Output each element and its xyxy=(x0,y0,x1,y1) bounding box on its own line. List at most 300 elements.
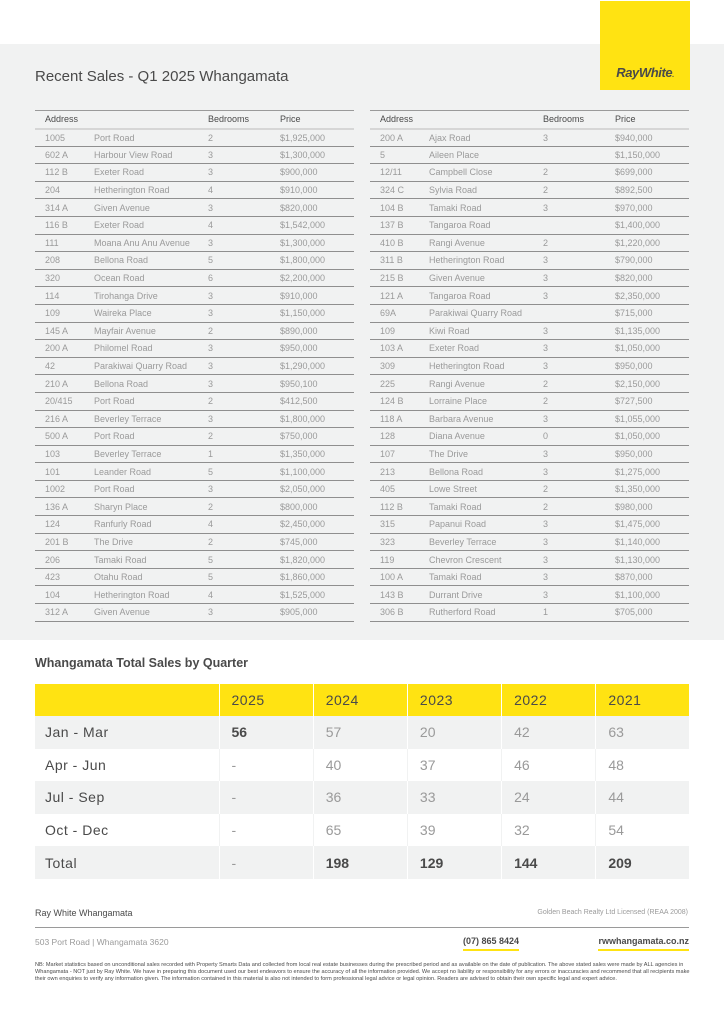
office-address: 503 Port Road | Whangamata 3620 xyxy=(35,937,169,947)
bedrooms-value xyxy=(543,146,615,164)
address-number: 103 A xyxy=(370,340,429,358)
table-row xyxy=(370,216,689,234)
price-value: $1,475,000 xyxy=(615,516,689,534)
recent-sales-table-left xyxy=(35,110,354,622)
price-value: $2,450,000 xyxy=(280,516,354,534)
address-number: 100 A xyxy=(370,568,429,586)
price-value: $705,000 xyxy=(615,604,689,622)
street-name: Port Road xyxy=(94,129,208,147)
price-value: $1,820,000 xyxy=(280,551,354,569)
table-row xyxy=(370,463,689,481)
price-value: $1,135,000 xyxy=(615,322,689,340)
address-number: 315 xyxy=(370,516,429,534)
bedrooms-value: 4 xyxy=(208,181,280,199)
column-header-bedrooms: Bedrooms xyxy=(543,111,615,129)
bedrooms-value: 3 xyxy=(208,604,280,622)
address-number: 136 A xyxy=(35,498,94,516)
year-header: 2021 xyxy=(596,684,689,716)
quarter-value: 65 xyxy=(313,814,407,847)
address-number: 103 xyxy=(35,445,94,463)
price-value: $2,350,000 xyxy=(615,287,689,305)
street-name: Harbour View Road xyxy=(94,146,208,164)
price-value: $820,000 xyxy=(280,199,354,217)
street-name: Parakiwai Quarry Road xyxy=(429,304,543,322)
bedrooms-value: 3 xyxy=(543,410,615,428)
table-row xyxy=(35,199,354,217)
bedrooms-value: 2 xyxy=(208,322,280,340)
street-name: Port Road xyxy=(94,392,208,410)
street-name: Exeter Road xyxy=(94,164,208,182)
quarter-value: 198 xyxy=(313,846,407,879)
address-number: 109 xyxy=(370,322,429,340)
price-value: $950,000 xyxy=(280,340,354,358)
price-value: $750,000 xyxy=(280,428,354,446)
column-header-price: Price xyxy=(615,111,689,129)
quarter-value: 54 xyxy=(596,814,689,847)
address-number: 216 A xyxy=(35,410,94,428)
quarter-value: 57 xyxy=(313,716,407,749)
license-text: Golden Beach Realty Ltd Licensed (REAA 2008) xyxy=(537,909,688,916)
bedrooms-value: 2 xyxy=(543,234,615,252)
price-value: $950,100 xyxy=(280,375,354,393)
price-value: $2,050,000 xyxy=(280,480,354,498)
bedrooms-value: 2 xyxy=(543,375,615,393)
address-number: 206 xyxy=(35,551,94,569)
table-row xyxy=(370,498,689,516)
table-row xyxy=(370,604,689,622)
street-name: Bellona Road xyxy=(429,463,543,481)
price-value: $1,055,000 xyxy=(615,410,689,428)
table-row xyxy=(370,516,689,534)
price-value: $1,542,000 xyxy=(280,216,354,234)
table-row xyxy=(370,357,689,375)
bedrooms-value: 2 xyxy=(543,181,615,199)
bedrooms-value: 2 xyxy=(543,164,615,182)
table-row xyxy=(370,480,689,498)
quarter-value: 44 xyxy=(596,781,689,814)
bedrooms-value: 2 xyxy=(208,533,280,551)
street-name: The Drive xyxy=(429,445,543,463)
street-name: Hetherington Road xyxy=(94,181,208,199)
street-name: Exeter Road xyxy=(429,340,543,358)
bedrooms-value: 4 xyxy=(208,586,280,604)
price-value: $1,130,000 xyxy=(615,551,689,569)
bedrooms-value: 3 xyxy=(543,287,615,305)
bedrooms-value: 3 xyxy=(543,199,615,217)
quarter-value: 37 xyxy=(407,749,501,782)
quarter-value: 40 xyxy=(313,749,407,782)
quarter-value: 42 xyxy=(502,716,596,749)
street-name: Papanui Road xyxy=(429,516,543,534)
quarter-label: Jul - Sep xyxy=(35,781,219,814)
address-number: 1002 xyxy=(35,480,94,498)
street-name: Given Avenue xyxy=(94,604,208,622)
address-number: 104 xyxy=(35,586,94,604)
quarter-value: 24 xyxy=(502,781,596,814)
table-row xyxy=(35,287,354,305)
table-row xyxy=(35,586,354,604)
address-number: 143 B xyxy=(370,586,429,604)
table-row xyxy=(370,234,689,252)
price-value: $1,525,000 xyxy=(280,586,354,604)
logo-wordmark: RayWhite. xyxy=(616,65,674,80)
quarter-header-blank xyxy=(35,684,219,716)
table-row xyxy=(35,322,354,340)
price-value: $1,150,000 xyxy=(280,304,354,322)
price-value: $1,800,000 xyxy=(280,410,354,428)
price-value: $1,140,000 xyxy=(615,533,689,551)
street-name: Tangaroa Road xyxy=(429,287,543,305)
quarter-value: 129 xyxy=(407,846,501,879)
price-value: $412,500 xyxy=(280,392,354,410)
price-value: $727,500 xyxy=(615,392,689,410)
table-row xyxy=(35,392,354,410)
bedrooms-value: 3 xyxy=(208,146,280,164)
bedrooms-value: 3 xyxy=(208,375,280,393)
table-row xyxy=(35,164,354,182)
table-row xyxy=(35,604,354,622)
address-number: 312 A xyxy=(35,604,94,622)
price-value: $1,800,000 xyxy=(280,252,354,270)
address-number: 114 xyxy=(35,287,94,305)
street-name: Tamaki Road xyxy=(94,551,208,569)
price-value: $1,220,000 xyxy=(615,234,689,252)
table-row xyxy=(35,357,354,375)
price-value: $699,000 xyxy=(615,164,689,182)
street-name: Parakiwai Quarry Road xyxy=(94,357,208,375)
bedrooms-value xyxy=(543,216,615,234)
table-row xyxy=(370,375,689,393)
street-name: Barbara Avenue xyxy=(429,410,543,428)
address-number: 112 B xyxy=(35,164,94,182)
bedrooms-value: 4 xyxy=(208,216,280,234)
address-number: 119 xyxy=(370,551,429,569)
table-row xyxy=(35,568,354,586)
address-number: 200 A xyxy=(35,340,94,358)
street-name: Beverley Terrace xyxy=(94,410,208,428)
price-value: $1,050,000 xyxy=(615,340,689,358)
quarter-value: 33 xyxy=(407,781,501,814)
price-value: $1,925,000 xyxy=(280,129,354,147)
bedrooms-value: 3 xyxy=(543,586,615,604)
table-row xyxy=(370,322,689,340)
street-name: Hetherington Road xyxy=(429,357,543,375)
quarter-value: - xyxy=(219,814,313,847)
bedrooms-value: 3 xyxy=(208,234,280,252)
bedrooms-value: 3 xyxy=(208,480,280,498)
table-row xyxy=(35,480,354,498)
address-number: 208 xyxy=(35,252,94,270)
street-name: Tamaki Road xyxy=(429,199,543,217)
bedrooms-value: 5 xyxy=(208,551,280,569)
street-name: Rangi Avenue xyxy=(429,234,543,252)
street-name: Lowe Street xyxy=(429,480,543,498)
year-header: 2023 xyxy=(407,684,501,716)
price-value: $1,150,000 xyxy=(615,146,689,164)
bedrooms-value: 3 xyxy=(208,199,280,217)
price-value: $910,000 xyxy=(280,287,354,305)
quarter-value: - xyxy=(219,749,313,782)
address-number: 145 A xyxy=(35,322,94,340)
street-name: The Drive xyxy=(94,533,208,551)
table-row xyxy=(35,375,354,393)
column-header-price: Price xyxy=(280,111,354,129)
bedrooms-value: 3 xyxy=(543,463,615,481)
bedrooms-value: 1 xyxy=(208,445,280,463)
table-row xyxy=(35,234,354,252)
address-number: 602 A xyxy=(35,146,94,164)
quarter-row-apr-jun xyxy=(35,749,689,782)
quarterly-header-row xyxy=(35,684,689,716)
table-row xyxy=(370,551,689,569)
street-name: Moana Anu Anu Avenue xyxy=(94,234,208,252)
bedrooms-value: 3 xyxy=(543,252,615,270)
table-row xyxy=(35,533,354,551)
address-number: 109 xyxy=(35,304,94,322)
street-name: Diana Avenue xyxy=(429,428,543,446)
bedrooms-value: 5 xyxy=(208,463,280,481)
price-value: $890,000 xyxy=(280,322,354,340)
address-number: 118 A xyxy=(370,410,429,428)
recent-sales-table-right xyxy=(370,110,689,622)
price-value: $715,000 xyxy=(615,304,689,322)
column-header-bedrooms: Bedrooms xyxy=(208,111,280,129)
price-value: $980,000 xyxy=(615,498,689,516)
quarter-value: 39 xyxy=(407,814,501,847)
quarter-label: Total xyxy=(35,846,219,879)
address-number: 20/415 xyxy=(35,392,94,410)
address-number: 121 A xyxy=(370,287,429,305)
street-name: Leander Road xyxy=(94,463,208,481)
table-row xyxy=(35,269,354,287)
address-number: 323 xyxy=(370,533,429,551)
street-name: Campbell Close xyxy=(429,164,543,182)
bedrooms-value: 3 xyxy=(208,357,280,375)
bedrooms-value: 3 xyxy=(208,340,280,358)
bedrooms-value: 3 xyxy=(543,516,615,534)
quarter-value: 144 xyxy=(502,846,596,879)
quarter-value: 209 xyxy=(596,846,689,879)
table-row xyxy=(35,428,354,446)
table-row xyxy=(370,392,689,410)
street-name: Aileen Place xyxy=(429,146,543,164)
address-number: 225 xyxy=(370,375,429,393)
quarter-value: 32 xyxy=(502,814,596,847)
street-name: Hetherington Road xyxy=(94,586,208,604)
street-name: Kiwi Road xyxy=(429,322,543,340)
table-row xyxy=(370,252,689,270)
price-value: $1,290,000 xyxy=(280,357,354,375)
address-number: 116 B xyxy=(35,216,94,234)
bedrooms-value: 3 xyxy=(543,322,615,340)
table-row xyxy=(370,164,689,182)
address-number: 500 A xyxy=(35,428,94,446)
year-header: 2022 xyxy=(502,684,596,716)
table-row xyxy=(35,252,354,270)
table-row xyxy=(370,181,689,199)
quarter-row-jul-sep xyxy=(35,781,689,814)
quarter-value: 63 xyxy=(596,716,689,749)
table-row xyxy=(35,146,354,164)
bedrooms-value: 3 xyxy=(208,304,280,322)
table-row xyxy=(35,516,354,534)
address-number: 107 xyxy=(370,445,429,463)
year-header: 2024 xyxy=(313,684,407,716)
street-name: Philomel Road xyxy=(94,340,208,358)
street-name: Given Avenue xyxy=(94,199,208,217)
quarterly-sales-table xyxy=(35,684,689,879)
street-name: Hetherington Road xyxy=(429,252,543,270)
address-number: 423 xyxy=(35,568,94,586)
address-number: 128 xyxy=(370,428,429,446)
bedrooms-value: 0 xyxy=(543,428,615,446)
address-number: 320 xyxy=(35,269,94,287)
table-row xyxy=(370,269,689,287)
table-row xyxy=(35,551,354,569)
address-number: 309 xyxy=(370,357,429,375)
bedrooms-value: 3 xyxy=(543,445,615,463)
price-value: $1,860,000 xyxy=(280,568,354,586)
table-row xyxy=(370,533,689,551)
table-row xyxy=(370,199,689,217)
table-header-row xyxy=(35,111,354,129)
quarter-row-total xyxy=(35,846,689,879)
quarter-label: Oct - Dec xyxy=(35,814,219,847)
price-value: $940,000 xyxy=(615,129,689,147)
bedrooms-value: 2 xyxy=(543,392,615,410)
price-value: $1,400,000 xyxy=(615,216,689,234)
address-number: 306 B xyxy=(370,604,429,622)
bedrooms-value xyxy=(543,304,615,322)
street-name: Exeter Road xyxy=(94,216,208,234)
bedrooms-value: 3 xyxy=(543,129,615,147)
phone-link[interactable]: (07) 865 8424 xyxy=(463,936,519,951)
table-row xyxy=(370,568,689,586)
address-number: 405 xyxy=(370,480,429,498)
address-number: 201 B xyxy=(35,533,94,551)
bedrooms-value: 3 xyxy=(208,410,280,428)
street-name: Tirohanga Drive xyxy=(94,287,208,305)
website-link[interactable]: rwwhangamata.co.nz xyxy=(598,936,689,951)
price-value: $1,350,000 xyxy=(615,480,689,498)
table-header-row xyxy=(370,111,689,129)
table-row xyxy=(35,340,354,358)
address-number: 311 B xyxy=(370,252,429,270)
street-name: Port Road xyxy=(94,480,208,498)
address-number: 124 B xyxy=(370,392,429,410)
table-row xyxy=(35,463,354,481)
street-name: Bellona Road xyxy=(94,252,208,270)
price-value: $1,100,000 xyxy=(280,463,354,481)
price-value: $2,200,000 xyxy=(280,269,354,287)
price-value: $905,000 xyxy=(280,604,354,622)
address-number: 69A xyxy=(370,304,429,322)
address-number: 111 xyxy=(35,234,94,252)
price-value: $870,000 xyxy=(615,568,689,586)
bedrooms-value: 3 xyxy=(208,164,280,182)
quarterly-sales-title: Whangamata Total Sales by Quarter xyxy=(35,656,249,670)
street-name: Ajax Road xyxy=(429,129,543,147)
street-name: Ranfurly Road xyxy=(94,516,208,534)
price-value: $1,350,000 xyxy=(280,445,354,463)
price-value: $900,000 xyxy=(280,164,354,182)
bedrooms-value: 4 xyxy=(208,516,280,534)
address-number: 410 B xyxy=(370,234,429,252)
year-header: 2025 xyxy=(219,684,313,716)
bedrooms-value: 3 xyxy=(543,340,615,358)
address-number: 42 xyxy=(35,357,94,375)
quarter-value: 48 xyxy=(596,749,689,782)
address-number: 210 A xyxy=(35,375,94,393)
table-row xyxy=(370,146,689,164)
address-number: 314 A xyxy=(35,199,94,217)
table-row xyxy=(35,181,354,199)
table-row xyxy=(370,428,689,446)
bedrooms-value: 5 xyxy=(208,252,280,270)
address-number: 101 xyxy=(35,463,94,481)
table-row xyxy=(370,287,689,305)
street-name: Rutherford Road xyxy=(429,604,543,622)
bedrooms-value: 3 xyxy=(208,287,280,305)
street-name: Sylvia Road xyxy=(429,181,543,199)
bedrooms-value: 1 xyxy=(543,604,615,622)
table-row xyxy=(370,129,689,147)
disclaimer: NB: Market statistics based on unconditional sales recorded with Property Smarts Data and collected from local real estate businesses during the prescribed period and as available on the date of publication. The above stated sales were made by ALL agencies in Whangamata - NOT just by Ray White. We have in preparing this document used our best endeavors to ensure the accuracy of all the information provided. We accept no liability or responsibility for any errors or inaccuracies and recommend that all recipients make their own enquiries to verify any information given. The information contained in this material is also not intended to form professional legal advice or legal opinion. Readers are advised to obtain their own specific legal and expert advice. xyxy=(35,962,690,982)
street-name: Tamaki Road xyxy=(429,568,543,586)
footer-divider xyxy=(35,927,689,928)
bedrooms-value: 3 xyxy=(543,357,615,375)
street-name: Tangaroa Road xyxy=(429,216,543,234)
quarter-row-jan-mar xyxy=(35,716,689,749)
address-number: 137 B xyxy=(370,216,429,234)
bedrooms-value: 5 xyxy=(208,568,280,586)
page-title: Recent Sales - Q1 2025 Whangamata xyxy=(35,68,289,85)
quarter-value: - xyxy=(219,781,313,814)
price-value: $1,275,000 xyxy=(615,463,689,481)
street-name: Chevron Crescent xyxy=(429,551,543,569)
bedrooms-value: 2 xyxy=(208,392,280,410)
street-name: Waireka Place xyxy=(94,304,208,322)
price-value: $2,150,000 xyxy=(615,375,689,393)
table-row xyxy=(370,410,689,428)
bedrooms-value: 3 xyxy=(543,533,615,551)
price-value: $790,000 xyxy=(615,252,689,270)
price-value: $892,500 xyxy=(615,181,689,199)
quarter-row-oct-dec xyxy=(35,814,689,847)
bedrooms-value: 2 xyxy=(208,428,280,446)
address-number: 1005 xyxy=(35,129,94,147)
address-number: 204 xyxy=(35,181,94,199)
bedrooms-value: 3 xyxy=(543,568,615,586)
price-value: $820,000 xyxy=(615,269,689,287)
table-row xyxy=(35,498,354,516)
address-number: 112 B xyxy=(370,498,429,516)
column-header-address: Address xyxy=(370,111,543,129)
column-header-address: Address xyxy=(35,111,208,129)
price-value: $970,000 xyxy=(615,199,689,217)
table-row xyxy=(370,304,689,322)
price-value: $1,300,000 xyxy=(280,234,354,252)
address-number: 215 B xyxy=(370,269,429,287)
quarter-value: 36 xyxy=(313,781,407,814)
address-number: 200 A xyxy=(370,129,429,147)
price-value: $910,000 xyxy=(280,181,354,199)
bedrooms-value: 3 xyxy=(543,269,615,287)
street-name: Ocean Road xyxy=(94,269,208,287)
price-value: $800,000 xyxy=(280,498,354,516)
price-value: $1,050,000 xyxy=(615,428,689,446)
address-number: 324 C xyxy=(370,181,429,199)
